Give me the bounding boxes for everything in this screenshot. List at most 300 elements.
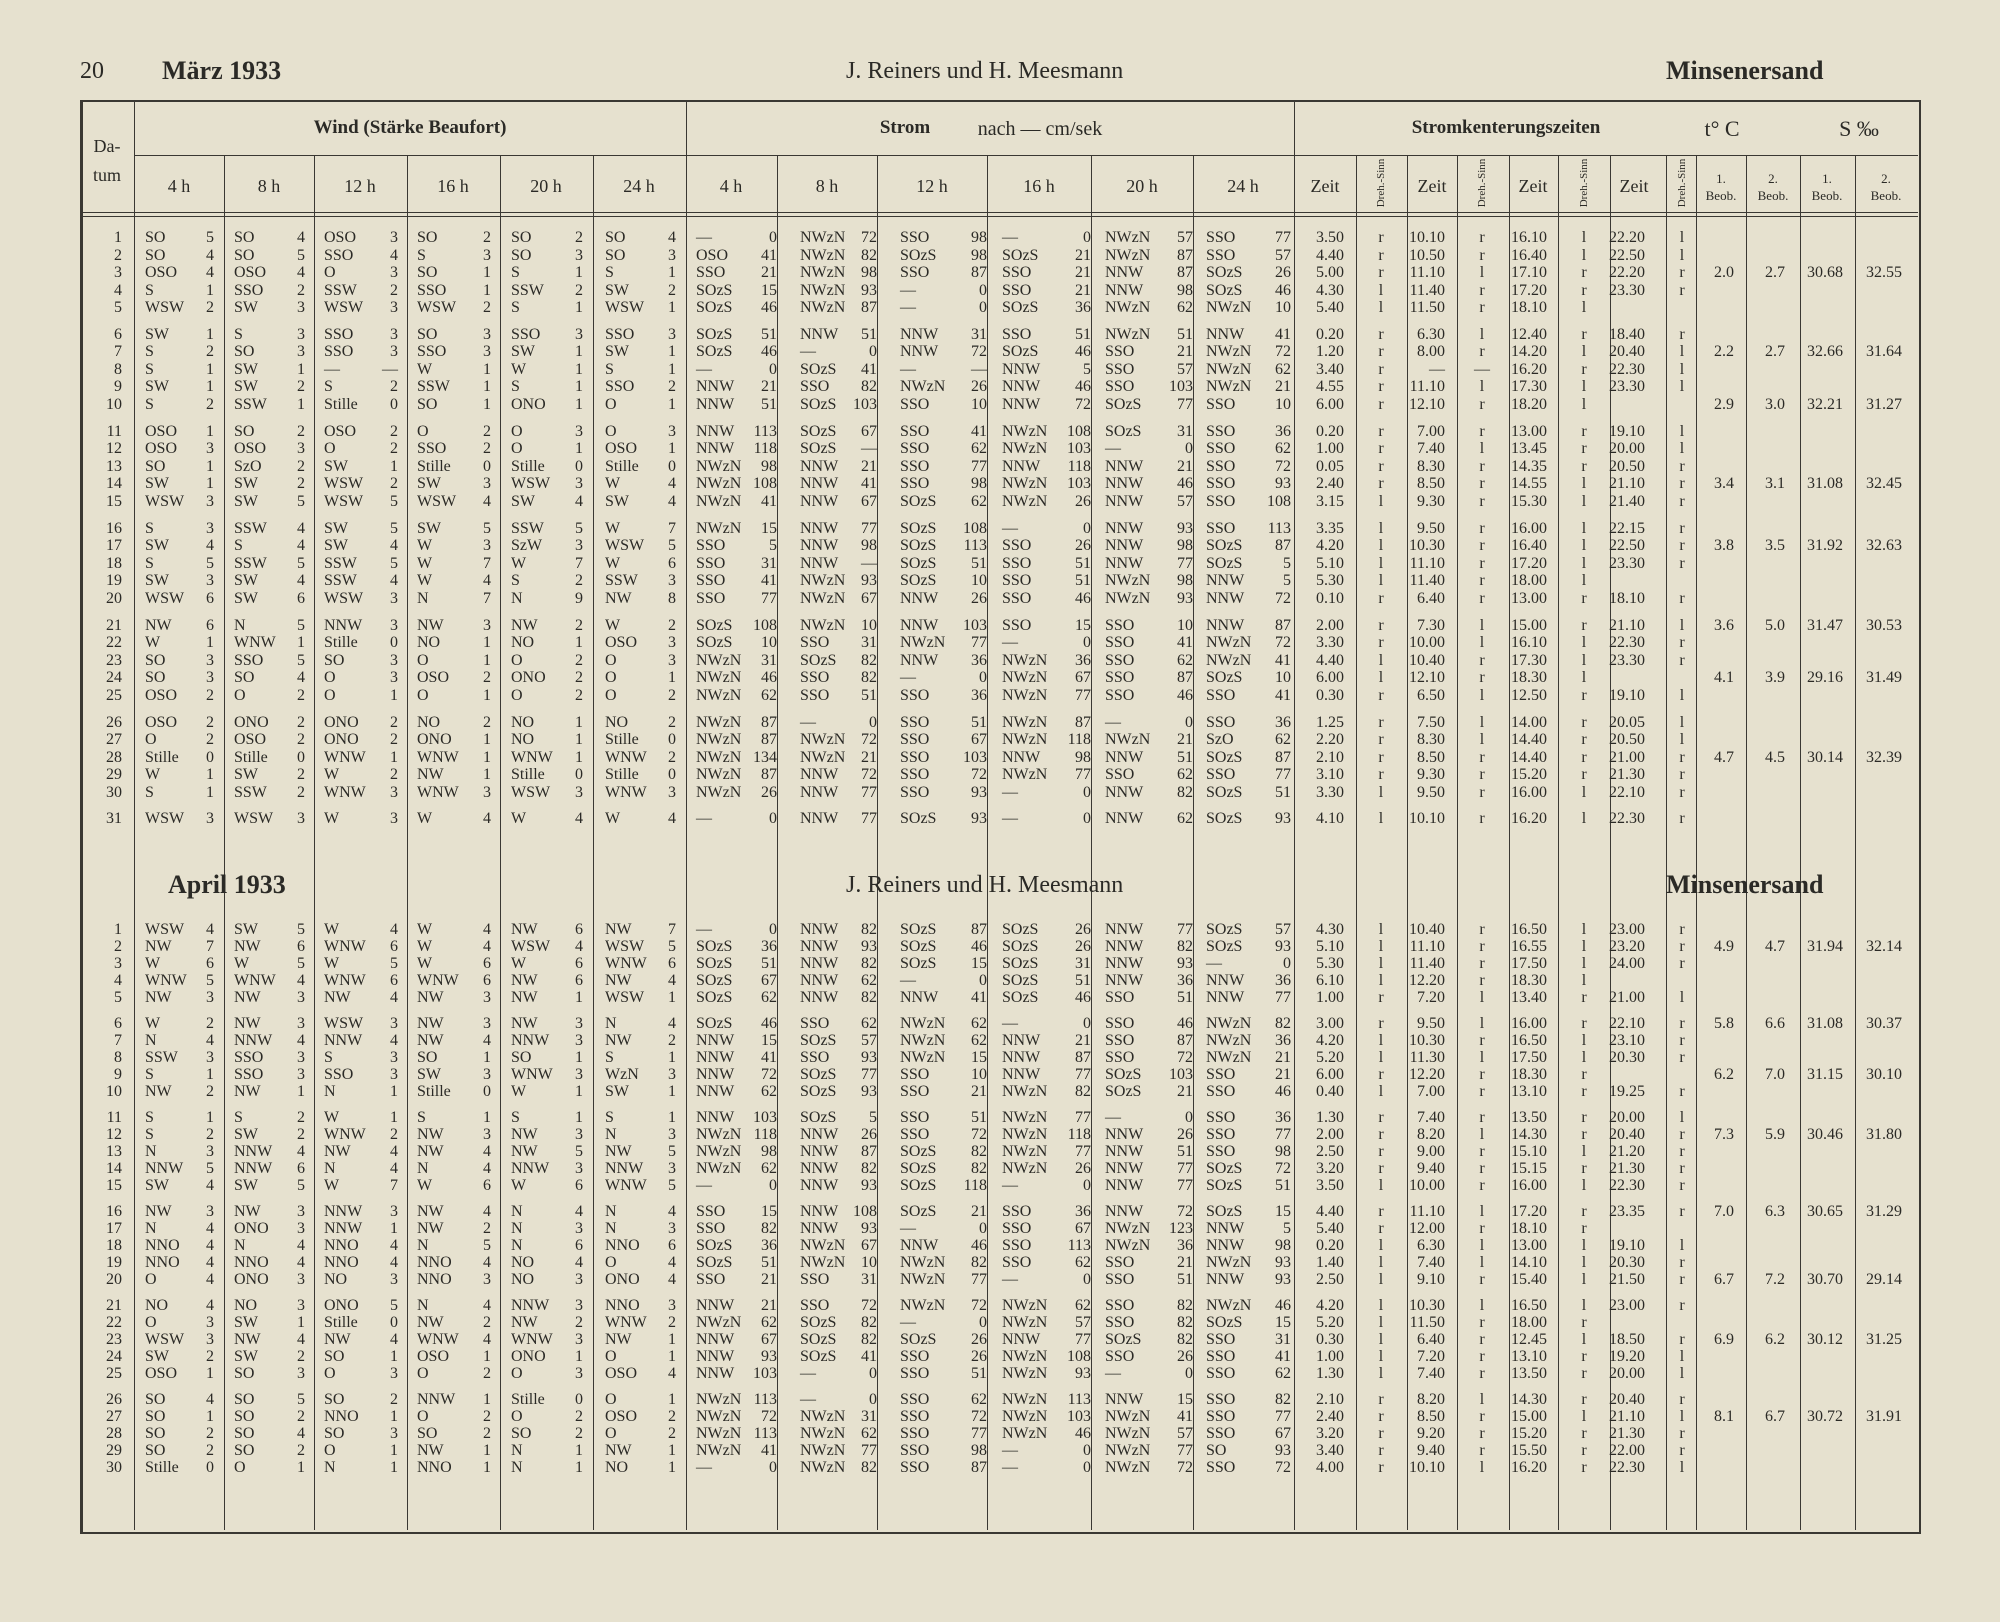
table-cell: 77 [971, 1271, 987, 1289]
table-cell: SW [145, 475, 169, 493]
table-cell: 41 [761, 1049, 777, 1067]
table-cell: 30.53 [1866, 616, 1902, 634]
table-cell: 21 [1177, 343, 1193, 361]
table-cell: 3 [483, 475, 491, 493]
table-cell: WSW [417, 299, 457, 317]
table-cell: SSO [1105, 1348, 1135, 1366]
table-cell: 1 [206, 783, 214, 801]
table-cell: 6 [575, 972, 583, 990]
table-cell: SOzS [1206, 783, 1243, 801]
table-cell: NNW [900, 325, 939, 343]
table-cell: 2.0 [1714, 264, 1734, 282]
table-cell: 67 [1075, 669, 1091, 687]
table-cell: 93 [861, 1049, 877, 1067]
table-cell: 82 [1177, 1331, 1193, 1349]
table-cell: 98 [971, 1442, 987, 1460]
table-cell: SSO [417, 440, 447, 458]
table-cell: SO [324, 1391, 345, 1408]
table-cell: 21 [1177, 731, 1193, 749]
table-cell: 5 [1083, 360, 1091, 378]
table-cell: 21 [971, 1203, 987, 1220]
table-cell: 72 [1075, 395, 1091, 413]
table-cell: 8.50 [1417, 748, 1445, 766]
table-cell: 3 [390, 651, 398, 669]
table-cell: W [417, 938, 433, 956]
table-cell: 11.40 [1409, 955, 1445, 973]
table-cell: 46 [1075, 989, 1091, 1007]
table-cell: NNW [1002, 395, 1041, 413]
table-cell: WNW [324, 748, 366, 766]
table-cell: NWzN [1105, 589, 1151, 607]
table-cell: 21 [761, 1271, 777, 1289]
table-cell: SSO [1206, 1143, 1236, 1161]
table-cell: SW [145, 1348, 169, 1366]
table-cell: 17.20 [1511, 1203, 1547, 1220]
table-cell: 1 [297, 360, 305, 378]
table-cell: W [511, 810, 527, 828]
table-cell: 2.40 [1316, 1408, 1344, 1426]
march-row [0, 617, 2000, 635]
table-cell: 7.30 [1417, 616, 1445, 634]
table-cell: 3.40 [1316, 360, 1344, 378]
table-cell: NNW [234, 1032, 273, 1050]
table-cell: SOzS [1002, 972, 1039, 990]
table-cell: N [511, 1442, 523, 1460]
table-cell: SSO [696, 537, 726, 555]
table-cell: 36 [1075, 651, 1091, 669]
table-cell: NWzN [900, 1032, 946, 1050]
table-cell: S [605, 1049, 614, 1067]
table-cell: OSO [234, 440, 267, 458]
table-cell: 31.29 [1866, 1203, 1902, 1220]
header-wind: Wind (Stärke Beaufort) [313, 117, 507, 138]
table-cell: r [1479, 1365, 1485, 1383]
table-cell: 2.7 [1765, 343, 1785, 361]
table-cell: 46 [761, 299, 777, 317]
table-cell: W [145, 955, 161, 973]
table-cell: NO [324, 1271, 348, 1289]
table-cell: SOzS [696, 1237, 733, 1255]
table-cell: — [1002, 229, 1018, 246]
table-cell: 2 [483, 1408, 491, 1426]
table-cell: 1 [483, 1348, 491, 1366]
table-cell: l [1378, 572, 1384, 590]
table-cell: NW [417, 1314, 444, 1332]
table-cell: 8.20 [1417, 1126, 1445, 1144]
table-cell: 4 [483, 810, 491, 828]
table-cell: 51 [1275, 783, 1291, 801]
table-cell: SSO [900, 229, 930, 246]
table-cell: l [1679, 440, 1685, 458]
table-cell: SOzS [696, 1254, 733, 1272]
table-cell: 72 [1177, 1459, 1193, 1477]
table-cell: NNO [145, 1254, 180, 1272]
table-cell: 82 [1275, 1391, 1291, 1408]
table-cell: SO [324, 651, 345, 669]
header-datum: tum [92, 165, 122, 185]
table-cell: 3 [297, 343, 305, 361]
table-cell: 5 [869, 1109, 877, 1126]
table-cell: l [1479, 989, 1485, 1007]
table-cell: — [1105, 1109, 1121, 1126]
table-cell: NNW [1105, 264, 1144, 282]
table-cell: r [1479, 246, 1485, 264]
table-cell: 51 [861, 325, 877, 343]
table-cell: Stille [324, 634, 358, 652]
table-cell: 1 [483, 1442, 491, 1460]
table-cell: NNW [1105, 1177, 1144, 1195]
table-cell: 22 [106, 634, 122, 652]
table-cell: 4 [668, 1203, 676, 1220]
table-cell: 2 [575, 1425, 583, 1443]
table-cell: 14 [106, 1160, 122, 1178]
april-row [0, 921, 2000, 939]
table-cell: 3 [483, 246, 491, 264]
table-cell: 77 [1275, 1126, 1291, 1144]
table-cell: 1.30 [1316, 1365, 1344, 1383]
table-cell: NNW [324, 1220, 363, 1238]
table-cell: r [1581, 1109, 1587, 1126]
table-cell: 51 [1177, 1271, 1193, 1289]
table-cell: 87 [761, 766, 777, 784]
table-cell: SO [145, 229, 166, 246]
table-cell: 21.30 [1609, 1425, 1645, 1443]
table-cell: 2 [297, 713, 305, 731]
table-cell: 3 [206, 989, 214, 1007]
header-kenter: Stromkenterungszeiten [1411, 117, 1601, 138]
table-cell: NO [417, 713, 441, 731]
table-cell: 15.20 [1511, 766, 1547, 784]
table-cell: WSW [511, 783, 551, 801]
table-cell: SSO [900, 783, 930, 801]
table-cell: r [1679, 589, 1685, 607]
table-cell: 4 [668, 492, 676, 510]
april-authors: J. Reiners und H. Meesmann [846, 872, 1124, 898]
table-cell: 31.64 [1866, 343, 1902, 361]
table-cell: SOzS [1206, 1160, 1243, 1178]
table-cell: 3.35 [1316, 519, 1344, 537]
table-cell: NNO [324, 1254, 359, 1272]
table-cell: 22.10 [1609, 1015, 1645, 1032]
table-cell: r [1581, 1015, 1587, 1032]
table-cell: SSO [1206, 229, 1236, 246]
table-cell: r [1479, 554, 1485, 572]
table-cell: SO [234, 422, 255, 440]
table-cell: 1 [483, 264, 491, 282]
table-cell: 3 [297, 1015, 305, 1032]
table-cell: l [1479, 1254, 1485, 1272]
table-cell: SOzS [696, 634, 733, 652]
table-cell: 77 [861, 810, 877, 828]
table-cell: SSW [234, 519, 267, 537]
table-cell: SOzS [900, 921, 937, 938]
march-row [0, 810, 2000, 828]
table-cell: 7 [668, 921, 676, 938]
table-cell: NNW [800, 783, 839, 801]
table-cell: 3 [297, 325, 305, 343]
table-cell: 87 [1075, 713, 1091, 731]
table-cell: l [1378, 651, 1384, 669]
table-cell: OSO [696, 246, 729, 264]
table-cell: 3 [297, 440, 305, 458]
table-cell: NNW [800, 519, 839, 537]
table-cell: SSO [1105, 616, 1135, 634]
table-cell: 4 [390, 246, 398, 264]
table-cell: — [1002, 1442, 1018, 1460]
table-cell: 4 [483, 1331, 491, 1349]
table-cell: NNW [1002, 1066, 1041, 1084]
table-cell: l [1581, 554, 1587, 572]
april-row [0, 1203, 2000, 1221]
table-cell: r [1479, 651, 1485, 669]
table-cell: 3 [668, 246, 676, 264]
table-cell: 4 [390, 1254, 398, 1272]
table-cell: 8.30 [1417, 731, 1445, 749]
table-cell: l [1581, 921, 1587, 938]
table-cell: SSO [605, 325, 635, 343]
table-cell: 6 [114, 325, 122, 343]
table-cell: r [1378, 589, 1384, 607]
table-cell: 10.30 [1409, 537, 1445, 555]
table-cell: 3.8 [1714, 537, 1734, 555]
table-cell: r [1581, 1220, 1587, 1238]
table-cell: 0 [1185, 713, 1193, 731]
table-cell: 0 [206, 748, 214, 766]
table-cell: 118 [1067, 457, 1091, 475]
table-cell: 14 [106, 475, 122, 493]
table-cell: O [511, 686, 523, 704]
table-cell: 41 [1177, 1408, 1193, 1426]
table-cell: r [1679, 1160, 1685, 1178]
table-cell: 4 [390, 1331, 398, 1349]
table-cell: WNW [234, 634, 276, 652]
table-cell: 67 [861, 422, 877, 440]
table-cell: r [1581, 422, 1587, 440]
table-cell: ONO [324, 1297, 359, 1314]
table-cell: NW [145, 938, 172, 956]
table-cell: NNW [696, 378, 735, 396]
table-cell: SSW [234, 554, 267, 572]
table-cell: 9 [114, 1066, 122, 1084]
table-cell: l [1581, 634, 1587, 652]
table-cell: WNW [324, 1126, 366, 1144]
table-cell: 0 [483, 457, 491, 475]
table-cell: 4.20 [1316, 537, 1344, 555]
table-cell: 22.20 [1609, 229, 1645, 246]
header-salinity: S ‰ [1839, 116, 1879, 141]
table-cell: W [511, 1083, 527, 1101]
table-cell: NNO [324, 1408, 359, 1426]
table-cell: 2 [297, 475, 305, 493]
table-cell: NNW [1002, 457, 1041, 475]
table-cell: 2 [575, 686, 583, 704]
table-cell: NW [234, 1015, 261, 1032]
table-cell: 3 [483, 1271, 491, 1289]
table-cell: 67 [971, 731, 987, 749]
table-cell: SSO [1105, 989, 1135, 1007]
table-cell: SSO [900, 731, 930, 749]
table-cell: 12.45 [1511, 1331, 1547, 1349]
table-cell: 2 [575, 651, 583, 669]
table-cell: SSO [1105, 766, 1135, 784]
table-cell: 4 [297, 519, 305, 537]
table-cell: r [1479, 938, 1485, 956]
table-cell: 25 [106, 1365, 122, 1383]
table-cell: 7.00 [1417, 1083, 1445, 1101]
table-cell: 77 [971, 1425, 987, 1443]
table-cell: 21.30 [1609, 1160, 1645, 1178]
table-cell: 3 [575, 1032, 583, 1050]
table-cell: SSO [1105, 1254, 1135, 1272]
table-cell: 21.40 [1609, 492, 1645, 510]
table-cell: 3 [390, 783, 398, 801]
table-cell: WNW [324, 783, 366, 801]
table-cell: 0 [1083, 783, 1091, 801]
table-cell: 7 [206, 938, 214, 956]
table-cell: 41 [1275, 651, 1291, 669]
table-cell: 1 [206, 325, 214, 343]
table-cell: l [1679, 246, 1685, 264]
table-cell: 7 [114, 343, 122, 361]
table-cell: 31 [971, 325, 987, 343]
table-cell: l [1679, 1109, 1685, 1126]
table-cell: 2 [668, 378, 676, 396]
table-cell: r [1581, 1425, 1587, 1443]
table-cell: 3 [390, 616, 398, 634]
table-cell: 93 [861, 1083, 877, 1101]
table-cell: WNW [605, 1314, 647, 1332]
table-cell: 11 [106, 1109, 122, 1126]
table-cell: NWzN [696, 1408, 742, 1426]
table-cell: 3.15 [1316, 492, 1344, 510]
table-cell: 15.10 [1511, 1143, 1547, 1161]
march-row [0, 396, 2000, 414]
table-cell: 7.2 [1765, 1271, 1785, 1289]
table-cell: NNW [1206, 616, 1245, 634]
table-cell: 98 [1275, 1143, 1291, 1161]
table-cell: 16.00 [1511, 783, 1547, 801]
table-cell: SO [417, 1049, 438, 1067]
table-cell: NNW [1206, 989, 1245, 1007]
table-cell: NWzN [900, 1015, 946, 1032]
table-cell: — [1206, 955, 1222, 973]
table-cell: SSO [1206, 1459, 1236, 1477]
table-cell: 0 [1083, 1015, 1091, 1032]
table-cell: NW [417, 1442, 444, 1460]
table-cell: 2 [206, 343, 214, 361]
table-cell: 51 [971, 1109, 987, 1126]
march-row [0, 264, 2000, 282]
table-cell: 4 [297, 1425, 305, 1443]
table-cell: 2 [297, 457, 305, 475]
table-cell: 13.00 [1511, 1237, 1547, 1255]
table-cell: 20.30 [1609, 1254, 1645, 1272]
table-cell: l [1581, 1177, 1587, 1195]
table-cell: SOzS [800, 1066, 837, 1084]
grid-hline [80, 216, 1918, 217]
table-cell: 3 [390, 1203, 398, 1220]
table-cell: 77 [1075, 1109, 1091, 1126]
table-cell: ONO [324, 731, 359, 749]
table-cell: 82 [761, 1220, 777, 1238]
table-cell: O [417, 651, 429, 669]
table-cell: NNW [1105, 519, 1144, 537]
table-cell: WNW [234, 972, 276, 990]
table-cell: NWzN [1105, 1220, 1151, 1238]
table-cell: 0 [1185, 1365, 1193, 1383]
table-cell: r [1679, 1126, 1685, 1144]
table-cell: 41 [971, 989, 987, 1007]
table-cell: NW [511, 1015, 538, 1032]
table-cell: Stille [605, 766, 639, 784]
table-cell: 1 [206, 1408, 214, 1426]
table-cell: l [1479, 1126, 1485, 1144]
table-cell: 2 [390, 713, 398, 731]
table-cell: 31 [861, 634, 877, 652]
table-cell: 4 [206, 1237, 214, 1255]
april-row [0, 1314, 2000, 1332]
table-cell: 3 [206, 651, 214, 669]
table-cell: W [417, 360, 433, 378]
table-cell: NW [145, 1083, 172, 1101]
table-cell: 3 [206, 1331, 214, 1349]
table-cell: ONO [511, 669, 546, 687]
table-cell: 3 [575, 1297, 583, 1314]
table-cell: 3 [297, 810, 305, 828]
table-cell: 21 [861, 457, 877, 475]
table-cell: NW [605, 589, 632, 607]
header-beob-2: 2. Beob. [1757, 171, 1789, 203]
table-cell: SW [605, 343, 629, 361]
table-cell: 3 [483, 343, 491, 361]
table-cell: SOzS [696, 955, 733, 973]
table-cell: 62 [1075, 1297, 1091, 1314]
table-cell: 13 [106, 1143, 122, 1161]
table-cell: 22.30 [1609, 1177, 1645, 1195]
table-cell: 3 [297, 1271, 305, 1289]
table-cell: W [605, 554, 621, 572]
table-cell: SSO [900, 766, 930, 784]
table-cell: S [145, 783, 154, 801]
table-cell: 9.30 [1417, 492, 1445, 510]
table-cell: 82 [861, 651, 877, 669]
table-cell: 16.00 [1511, 1177, 1547, 1195]
table-cell: 82 [861, 1459, 877, 1477]
table-cell: r [1378, 1015, 1384, 1032]
header-dreh-sinn: Dreh.-Sinn [1476, 158, 1488, 208]
table-cell: N [234, 1237, 246, 1255]
table-cell: l [1479, 1203, 1485, 1220]
table-cell: 108 [1067, 1348, 1091, 1366]
table-cell: 20.40 [1609, 1126, 1645, 1144]
table-cell: 36 [1275, 972, 1291, 990]
table-cell: 3 [575, 1066, 583, 1084]
table-cell: 17 [106, 537, 122, 555]
table-cell: 1 [575, 1049, 583, 1067]
april-row [0, 1126, 2000, 1144]
table-cell: l [1479, 616, 1485, 634]
table-cell: r [1581, 1391, 1587, 1408]
page-station: Minsenersand [1666, 56, 1824, 85]
table-cell: 21 [1177, 457, 1193, 475]
table-cell: NWzN [1002, 1391, 1048, 1408]
table-cell: Stille [324, 395, 358, 413]
table-cell: 6.7 [1714, 1271, 1734, 1289]
table-cell: 2 [390, 475, 398, 493]
table-cell: 82 [971, 1160, 987, 1178]
table-cell: NNO [605, 1237, 640, 1255]
table-cell: — [800, 1365, 816, 1383]
